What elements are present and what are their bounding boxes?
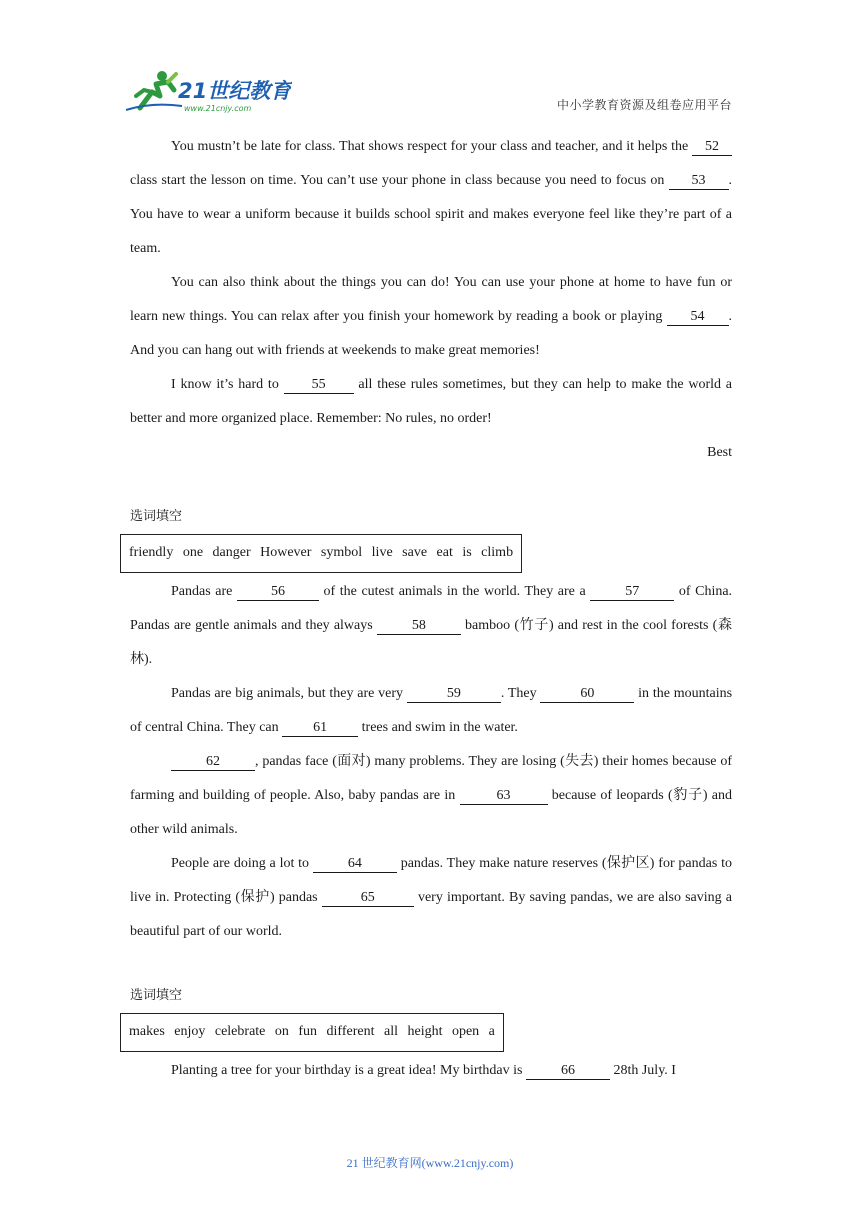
blank-62: 62 (171, 754, 255, 771)
svg-text:21世纪教育: 21世纪教育 (178, 79, 292, 103)
blank-52: 52 (692, 139, 732, 156)
blank-54: 54 (667, 309, 729, 326)
blank-61: 61 (282, 720, 358, 737)
paragraph: 62 , pandas face (面对) many problems. They are losing (失去) their homes because of farming and building of people. Also, baby pandas are in 63 because of leopards (豹子) and other wild animals. (130, 754, 733, 837)
blank-63: 63 (460, 788, 548, 805)
paragraph: I know it’s hard to 55 all these rules sometimes, but they can help to make the world a better and more organized place. Remember: No rules, no order! (130, 377, 732, 426)
page-header (122, 68, 734, 118)
document-body (130, 130, 732, 1088)
closing: Best (707, 445, 732, 460)
blank-64: 64 (313, 856, 397, 873)
blank-55: 55 (284, 377, 354, 394)
svg-text:www.21cnjy.com: www.21cnjy.com (184, 104, 252, 113)
paragraph: People are doing a lot to 64 pandas. They make nature reserves (保护区) for pandas to live in. Protecting (保护) pandas 65 very important. By saving pandas, we are also saving a beautiful part of our world. (130, 856, 733, 939)
21cnjy-logo (122, 68, 292, 114)
page-footer: 21 世纪教育网(www.21cnjy.com) (346, 1156, 514, 1170)
paragraph: Planting a tree for your birthday is a great idea! My birthdav is 66 28th July. I (171, 1063, 676, 1078)
paragraph: Pandas are 56 of the cutest animals in the world. They are a 57 of China. Pandas are gentle animals and they always 58 bamboo (竹子) and rest in the cool forests (森林). (130, 584, 733, 667)
blank-65: 65 (322, 890, 414, 907)
platform-name: 中小学教育资源及组卷应用平台 (556, 98, 732, 112)
section-title: 选词填空 (130, 509, 183, 524)
paragraph: You can also think about the things you can do! You can use your phone at home to have fun or learn new things. You can relax after you finish your homework by reading a book or playing 54 . And you can hang out with friends at weekends to make great memories! (130, 275, 733, 358)
blank-60: 60 (540, 686, 634, 703)
blank-59: 59 (407, 686, 501, 703)
blank-58: 58 (377, 618, 461, 635)
blank-57: 57 (590, 584, 674, 601)
section-title: 选词填空 (130, 988, 183, 1003)
blank-56: 56 (237, 584, 319, 601)
paragraph: Pandas are big animals, but they are very 59 . They 60 in the mountains of central China. They can 61 trees and swim in the water. (130, 686, 733, 735)
word-bank: makes enjoy celebrate on fun different all height open a (120, 1013, 504, 1052)
blank-66: 66 (526, 1063, 610, 1080)
word-bank: friendly one danger However symbol live save eat is climb (120, 534, 522, 573)
paragraph: You mustn’t be late for class. That shows respect for your class and teacher, and it helps the 52 class start the lesson on time. You can’t use your phone in class because you need to focus on 53 . You have to wear a uniform because it builds school spirit and makes everyone feel like they’re part of a team. (130, 139, 732, 256)
blank-53: 53 (669, 173, 729, 190)
